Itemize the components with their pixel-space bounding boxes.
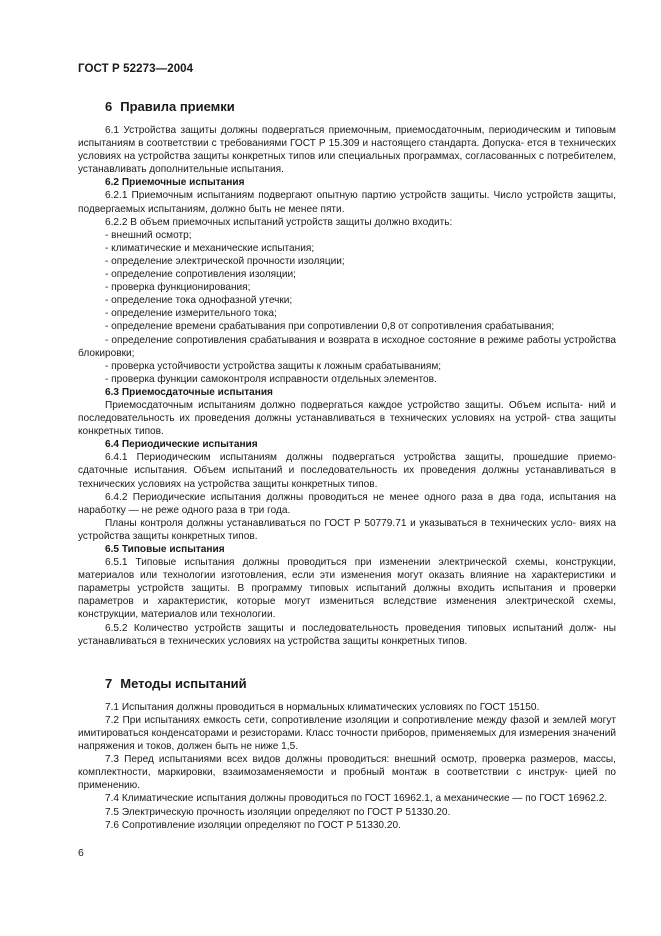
para-6-4-3: Планы контроля должны устанавливаться по ГОСТ Р 50779.71 и указываться в технических усло- виях на устройства защиты конкретных типов. xyxy=(78,517,616,542)
para-6-4-2: 6.4.2 Периодические испытания должны проводиться не менее одного раза в два года, испытания на наработку — не реже одного раза в три года. xyxy=(78,491,616,516)
list-item: - проверка функции самоконтроля исправности отдельных элементов. xyxy=(105,373,437,385)
section-7-number: 7 xyxy=(105,675,113,691)
list-item: - внешний осмотр; xyxy=(105,229,192,241)
para-6-4-1: 6.4.1 Периодическим испытаниям должны подвергаться устройства защиты, прошедшие приемо- сдаточные испытания. Объем испытаний и последовательность их проведения должны устанавливаться в технических условиях на устройства защиты конкретных типов. xyxy=(78,452,616,490)
list-item: - проверка функционирования; xyxy=(105,282,251,294)
page-content xyxy=(78,90,616,832)
para-7-4: 7.4 Климатические испытания должны проводиться по ГОСТ 16962.1, а механические — по ГОСТ 16962.2. xyxy=(105,793,608,805)
list-item: - определение электрической прочности изоляции; xyxy=(105,255,345,267)
para-7-2: 7.2 При испытаниях емкость сети, сопротивление изоляции и сопротивление между фазой и землей могут имитироваться конденсаторами и резисторами. Класс точности приборов, применяемых для измерения значений напряжения и токов, должен быть не ниже 1,5. xyxy=(78,714,616,753)
para-6-5-1: 6.5.1 Типовые испытания должны проводиться при изменении электрической схемы, конструкции, материалов или технологии изготовления, если эти изменения могут оказать влияние на характеристики и параметры устройств защиты. В программу типовых испытаний должны входить испытания и проверки параметров и характеристик, которые могут измениться вследствие изменения электрической схемы, конструкции, материалов или технологии. xyxy=(78,557,616,621)
list-item: - проверка устойчивости устройства защиты к ложным срабатываниям; xyxy=(105,360,442,372)
page-number: 6 xyxy=(78,847,84,859)
para-7-3: 7.3 Перед испытаниями всех видов должны проводиться: внешний осмотр, проверка размеров, массы, комплектности, маркировки, взаимозаменяемости и пробный монтаж в соответствии с инструк- цией по применению. xyxy=(78,754,616,792)
para-6-5-2: 6.5.2 Количество устройств защиты и последовательность проведения типовых испытаний долж- ны устанавливаться в технических условиях на устройства защиты конкретных типов. xyxy=(78,622,616,647)
para-6-2-2: 6.2.2 В объем приемочных испытаний устройств защиты должно входить: xyxy=(105,216,453,228)
list-item: - определение времени срабатывания при сопротивлении 0,8 от сопротивления срабатывания; xyxy=(105,321,555,333)
section-6-heading xyxy=(78,99,616,115)
para-6-2-1: 6.2.1 Приемочным испытаниям подвергают опытную партию устройств защиты. Число устройств защиты, подвергаемых испытаниям, должно быть не менее пяти. xyxy=(78,190,616,215)
list-item: - климатические и механические испытания; xyxy=(105,242,315,254)
section-7-title: Методы испытаний xyxy=(120,675,247,691)
list-item: - определение сопротивления изоляции; xyxy=(105,269,296,281)
para-7-5: 7.5 Электрическую прочность изоляции определяют по ГОСТ Р 51330.20. xyxy=(105,806,451,818)
subheading-6-2: 6.2 Приемочные испытания xyxy=(105,177,245,189)
test-scope-list xyxy=(78,229,616,386)
document-header: ГОСТ Р 52273—2004 xyxy=(78,63,194,75)
para-6-3: Приемосдаточным испытаниям должно подвергаться каждое устройство защиты. Объем испыта- ний и последовательность их проведения должны устанавливаться в технических условиях на устрой- ства защиты конкретных типов. xyxy=(78,399,616,438)
subheading-6-4: 6.4 Периодические испытания xyxy=(105,439,258,451)
section-7-heading xyxy=(78,676,616,692)
subheading-6-3: 6.3 Приемосдаточные испытания xyxy=(105,386,273,398)
subheading-6-5: 6.5 Типовые испытания xyxy=(105,544,225,555)
section-6-number: 6 xyxy=(105,99,113,114)
list-item: - определение тока однофазной утечки; xyxy=(105,295,293,307)
para-7-1: 7.1 Испытания должны проводиться в нормальных климатических условиях по ГОСТ 15150. xyxy=(105,701,540,713)
para-6-1: 6.1 Устройства защиты должны подвергаться приемочным, приемосдаточным, периодическим и типовым испытаниям в соответствии с требованиями ГОСТ Р 15.309 и настоящего стандарта. Допуска- ется в технических условиях на устройства защиты конкретных типов или специальных программах, согласованных с потребителем, устанавливать дополнительные испытания. xyxy=(78,125,616,176)
list-item: - определение сопротивления срабатывания и возврата в исходное состояние в режиме работы устройства блокировки; xyxy=(78,334,616,359)
section-6-title: Правила приемки xyxy=(120,99,235,114)
para-7-6: 7.6 Сопротивление изоляции определяют по ГОСТ Р 51330.20. xyxy=(105,819,401,831)
list-item: - определение измерительного тока; xyxy=(105,308,277,320)
